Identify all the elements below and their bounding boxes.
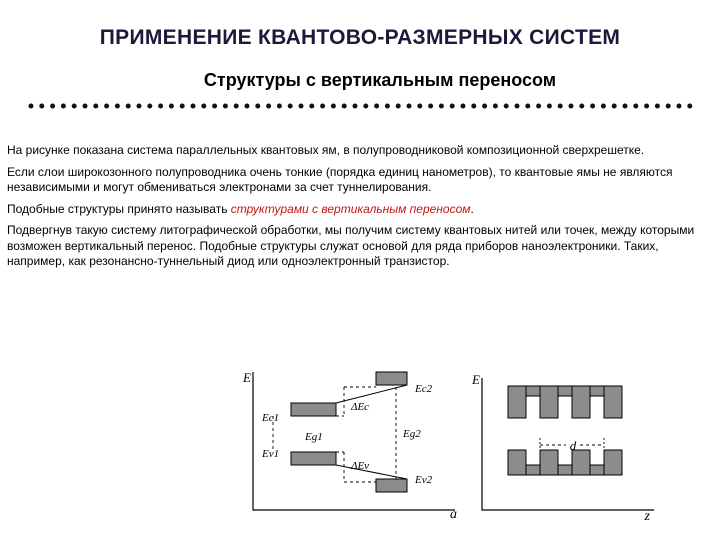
- conduction-profile: [508, 386, 622, 418]
- label-ev1: Ev1: [262, 448, 280, 460]
- band-diagram: [233, 360, 458, 525]
- level-labels: [261, 383, 433, 486]
- label-ec2: Ec2: [415, 383, 433, 395]
- slide-title: ПРИМЕНЕНИЕ КВАНТОВО-РАЗМЕРНЫХ СИСТЕМ: [99, 26, 621, 49]
- superlattice-diagram: [468, 360, 658, 525]
- axis-label-e-b: E: [472, 372, 480, 387]
- paragraph-4: Подвергнув такую систему литографической обработки, мы получим систему квантовых нитей или точек, между которыми возможен вертикальный перенос. Подобные структуры служат основой для ряда приборов наноэлектроники. Таких, например, как резонансно-туннельный диод или одноэлектронный транзистор.: [7, 223, 695, 268]
- axis-label-e: E: [243, 370, 251, 385]
- paragraph-2: Если слои широкозонного полупроводника очень тонкие (порядка единиц нанометров), то квантовые ямы не являются независимыми и могут обмениваться электронами за счет туннелирования.: [7, 164, 673, 194]
- label-period-d: d: [569, 438, 577, 453]
- valence-band-narrow: [291, 452, 336, 465]
- conduction-band-narrow: [291, 403, 336, 416]
- highlighted-term: структурами с вертикальным переносом: [230, 201, 471, 216]
- paragraph-3-start: Подобные структуры принято называть: [7, 201, 231, 216]
- paragraph-3: [7, 202, 707, 218]
- slide-subtitle: Структуры с вертикальным переносом: [203, 70, 557, 90]
- label-eg2: Eg2: [403, 428, 421, 440]
- label-delta-ev: ΔEv: [351, 460, 370, 472]
- valence-profile: [508, 450, 622, 475]
- dashed-guides: [273, 387, 396, 482]
- dotted-divider: [28, 102, 696, 110]
- label-eg1: Eg1: [305, 431, 323, 443]
- paragraph-1: На рисунке показана система параллельных квантовых ям, в полупроводниковой композиционной сверхрешетке.: [7, 143, 645, 157]
- label-ec1: Ec1: [262, 412, 280, 424]
- slide-body: [7, 143, 707, 276]
- paragraph-3-end: .: [470, 201, 474, 216]
- label-delta-ec: ΔEc: [351, 401, 370, 413]
- label-ev2: Ev2: [415, 474, 433, 486]
- valence-band-wide-right: [376, 479, 407, 492]
- panel-label-a: a: [450, 507, 457, 522]
- axis-label-z: z: [644, 509, 650, 524]
- conduction-band-wide-left: [376, 372, 407, 385]
